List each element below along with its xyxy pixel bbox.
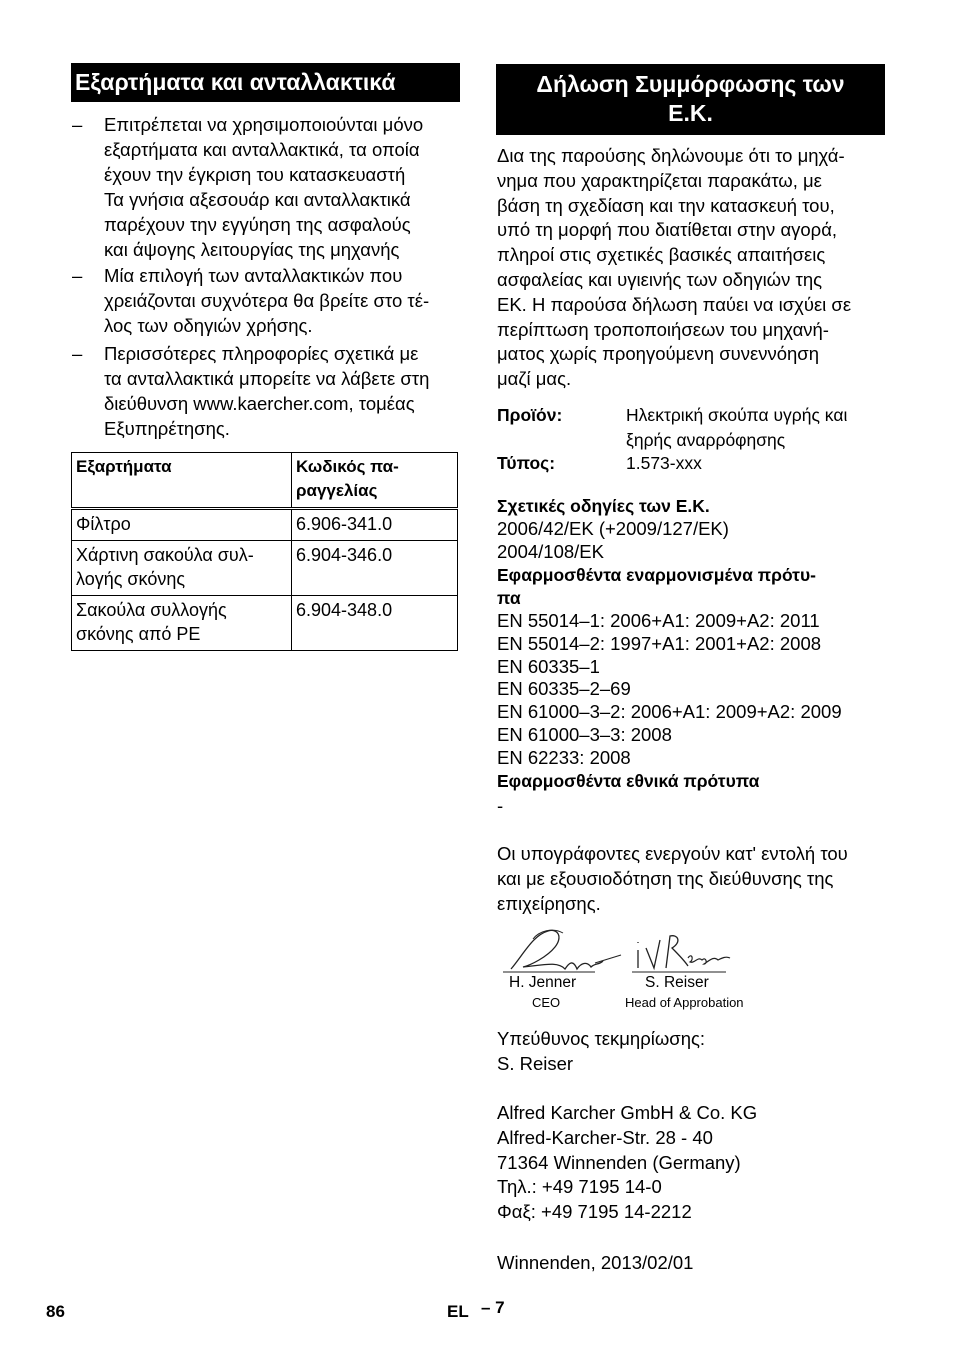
signer2-name: S. Reiser	[645, 974, 709, 991]
table-row	[72, 541, 458, 596]
table-cell: 6.906-341.0	[292, 509, 458, 541]
table-cell: Χάρτινη σακούλα συλ- λογής σκόνης	[72, 541, 292, 596]
doc-responsible-name: S. Reiser	[497, 1053, 574, 1074]
type-label: Τύπος:	[497, 453, 556, 473]
table-row	[72, 509, 458, 541]
bullet-3: – Περισσότερες πληροφορίες σχετικά με τα ανταλλακτικά μπορείτε να λάβετε στη διεύθυνση www.kaercher.com, τομέας Εξυπηρέτησης.	[72, 343, 430, 439]
signature-jenner-icon	[503, 925, 623, 977]
signer1-title: CEO	[532, 995, 561, 1010]
place-date: Winnenden, 2013/02/01	[497, 1252, 694, 1273]
page-number: 86	[46, 1302, 65, 1321]
bullet-1: – Επιτρέπεται να χρησιμοποιούνται μόνο εξαρτήματα και ανταλλακτικά, τα οποία έχουν την έγκριση του κατασκευαστή Τα γνήσια αξεσουάρ και ανταλλακτικά παρέχουν την εγγύηση της ασφαλούς και άψογης λειτουργίας της μηχανής	[72, 114, 424, 260]
product-label: Προϊόν:	[497, 405, 563, 425]
parts-table	[71, 452, 458, 651]
table-header-order-code: Κωδικός πα- ραγγελίας	[292, 453, 458, 509]
parts-heading: Εξαρτήματα και ανταλλακτικά	[71, 63, 460, 102]
bullet-2: – Μία επιλογή των ανταλλακτικών που χρειάζονται συχνότερα θα βρείτε στο τέ- λος των οδηγιών χρήσης.	[72, 265, 430, 336]
type-value: 1.573-xxx	[626, 453, 702, 473]
product-value: Ηλεκτρική σκούπα υγρής και ξηρής αναρρόφησης	[626, 405, 848, 450]
footer-section-page: – 7	[481, 1298, 505, 1317]
standards-title: Εφαρμοσθέντα εναρμονισμένα πρότυ- πα	[497, 565, 816, 608]
footer-lang: EL	[447, 1302, 469, 1321]
declaration-heading: Δήλωση Συμμόρφωσης των Ε.Κ.	[496, 64, 885, 135]
table-cell: 6.904-348.0	[292, 596, 458, 651]
doc-responsible-label: Υπεύθυνος τεκμηρίωσης:	[497, 1028, 706, 1049]
company-address: Alfred Karcher GmbH & Co. KG Alfred-Karcher-Str. 28 - 40 71364 Winnenden (Germany) Τηλ.: +49 7195 14-0 Φαξ: +49 7195 14-2212	[497, 1102, 758, 1223]
declaration-intro: Δια της παρούσης δηλώνουμε ότι το μηχά- νημα που χαρακτηρίζεται παρακάτω, με βάση τη σχεδίαση και την κατασκευή του, υπό τη μορφή που διατίθεται στην αγορά, πληροί στις σχετικές βασικές απαιτήσεις ασφαλείας και υγιεινής των οδηγιών της ΕΚ. Η παρούσα δήλωση παύει να ισχύει σε περίπτωση τροποποιήσεων του μηχανή- ματος χωρίς προηγούμενη συνεννόηση μαζί μας.	[497, 145, 852, 390]
signer2-title: Head of Approbation	[625, 995, 744, 1010]
signer1-name: H. Jenner	[509, 974, 577, 991]
directives-list: 2006/42/ΕΚ (+2009/127/ΕΚ) 2004/108/ΕΚ	[497, 518, 729, 562]
table-cell: Φίλτρο	[72, 509, 292, 541]
table-cell: 6.904-346.0	[292, 541, 458, 596]
table-header-parts: Εξαρτήματα	[72, 453, 292, 509]
signers-text: Οι υπογράφοντες ενεργούν κατ' εντολή του και με εξουσιοδότηση της διεύθυνσης της επιχείρησης.	[497, 843, 848, 914]
table-cell: Σακούλα συλλογής σκόνης από PE	[72, 596, 292, 651]
national-standards-value: -	[497, 795, 504, 816]
table-row	[72, 596, 458, 651]
directives-title: Σχετικές οδηγίες των Ε.Κ.	[497, 496, 710, 516]
national-standards-title: Εφαρμοσθέντα εθνικά πρότυπα	[497, 771, 760, 791]
signature-reiser-icon	[632, 930, 732, 975]
table-header-row	[72, 453, 458, 509]
standards-list: EN 55014–1: 2006+A1: 2009+A2: 2011 EN 55014–2: 1997+A1: 2001+A2: 2008 EN 60335–1 EN 60335–2–69 EN 61000–3–2: 2006+A1: 2009+A2: 2009 EN 61000–3–3: 2008 EN 62233: 2008	[497, 610, 842, 768]
